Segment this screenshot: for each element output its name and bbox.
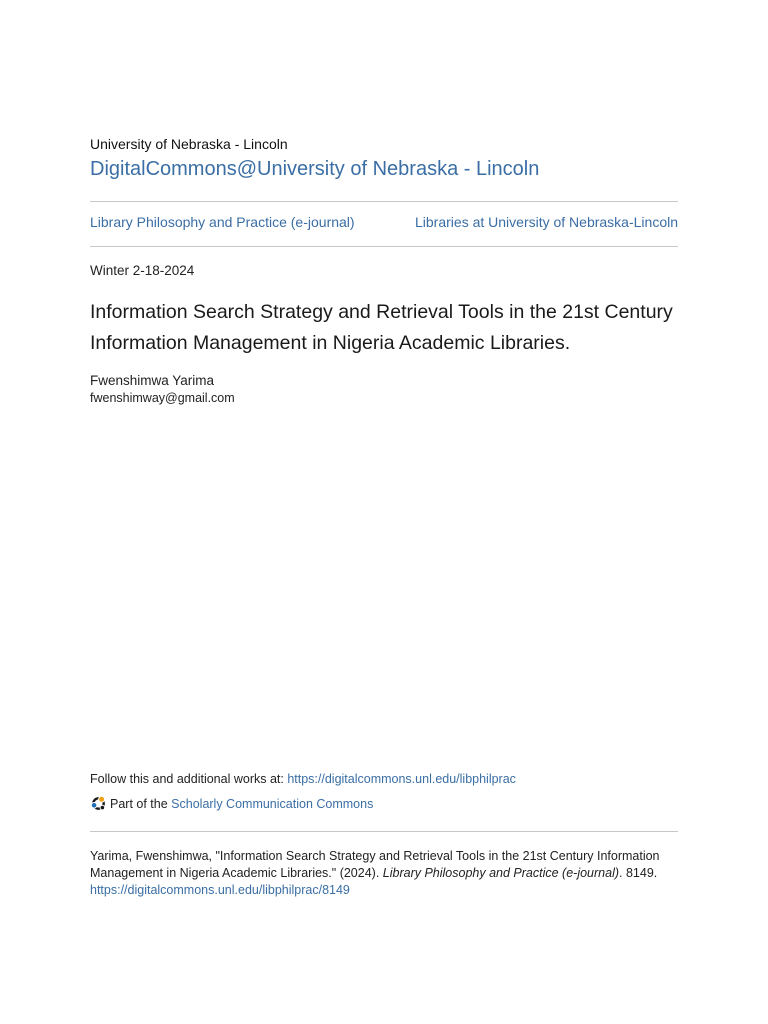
top-divider [90,201,678,202]
citation-text: Yarima, Fwenshimwa, "Information Search Strategy and Retrieval Tools in the 21st Century Information Management in Nigeria Academic Libraries." (2024). [90,849,660,880]
commons-network-icon [90,795,107,812]
part-of-prefix: Part of the [110,796,168,811]
journal-collection-link[interactable]: Library Philosophy and Practice (e-journal) [90,214,355,230]
libraries-collection-link[interactable]: Libraries at University of Nebraska-Lincoln [415,214,678,230]
citation-number: . 8149. [619,866,658,880]
author-name: Fwenshimwa Yarima [90,373,215,388]
footer-divider [90,831,678,832]
collection-divider [90,246,678,247]
citation-url-link[interactable]: https://digitalcommons.unl.edu/libphilprac/8149 [90,883,350,897]
institution-name: University of Nebraska - Lincoln [90,136,288,152]
article-title: Information Search Strategy and Retrieval Tools in the 21st Century Information Management in Nigeria Academic Libraries. [90,301,673,354]
follow-prefix: Follow this and additional works at: [90,772,288,786]
scholarly-communication-commons-link[interactable]: Scholarly Communication Commons [171,796,374,811]
publication-date: Winter 2-18-2024 [90,263,195,278]
author-email: fwenshimway@gmail.com [90,391,235,405]
citation-journal: Library Philosophy and Practice (e-journal) [382,866,620,880]
follow-line [90,772,516,786]
recommended-citation [90,848,680,899]
repository-link[interactable]: DigitalCommons@University of Nebraska - Lincoln [90,158,540,180]
follow-url-link[interactable]: https://digitalcommons.unl.edu/libphilprac [287,772,516,786]
part-of-line [90,795,373,812]
